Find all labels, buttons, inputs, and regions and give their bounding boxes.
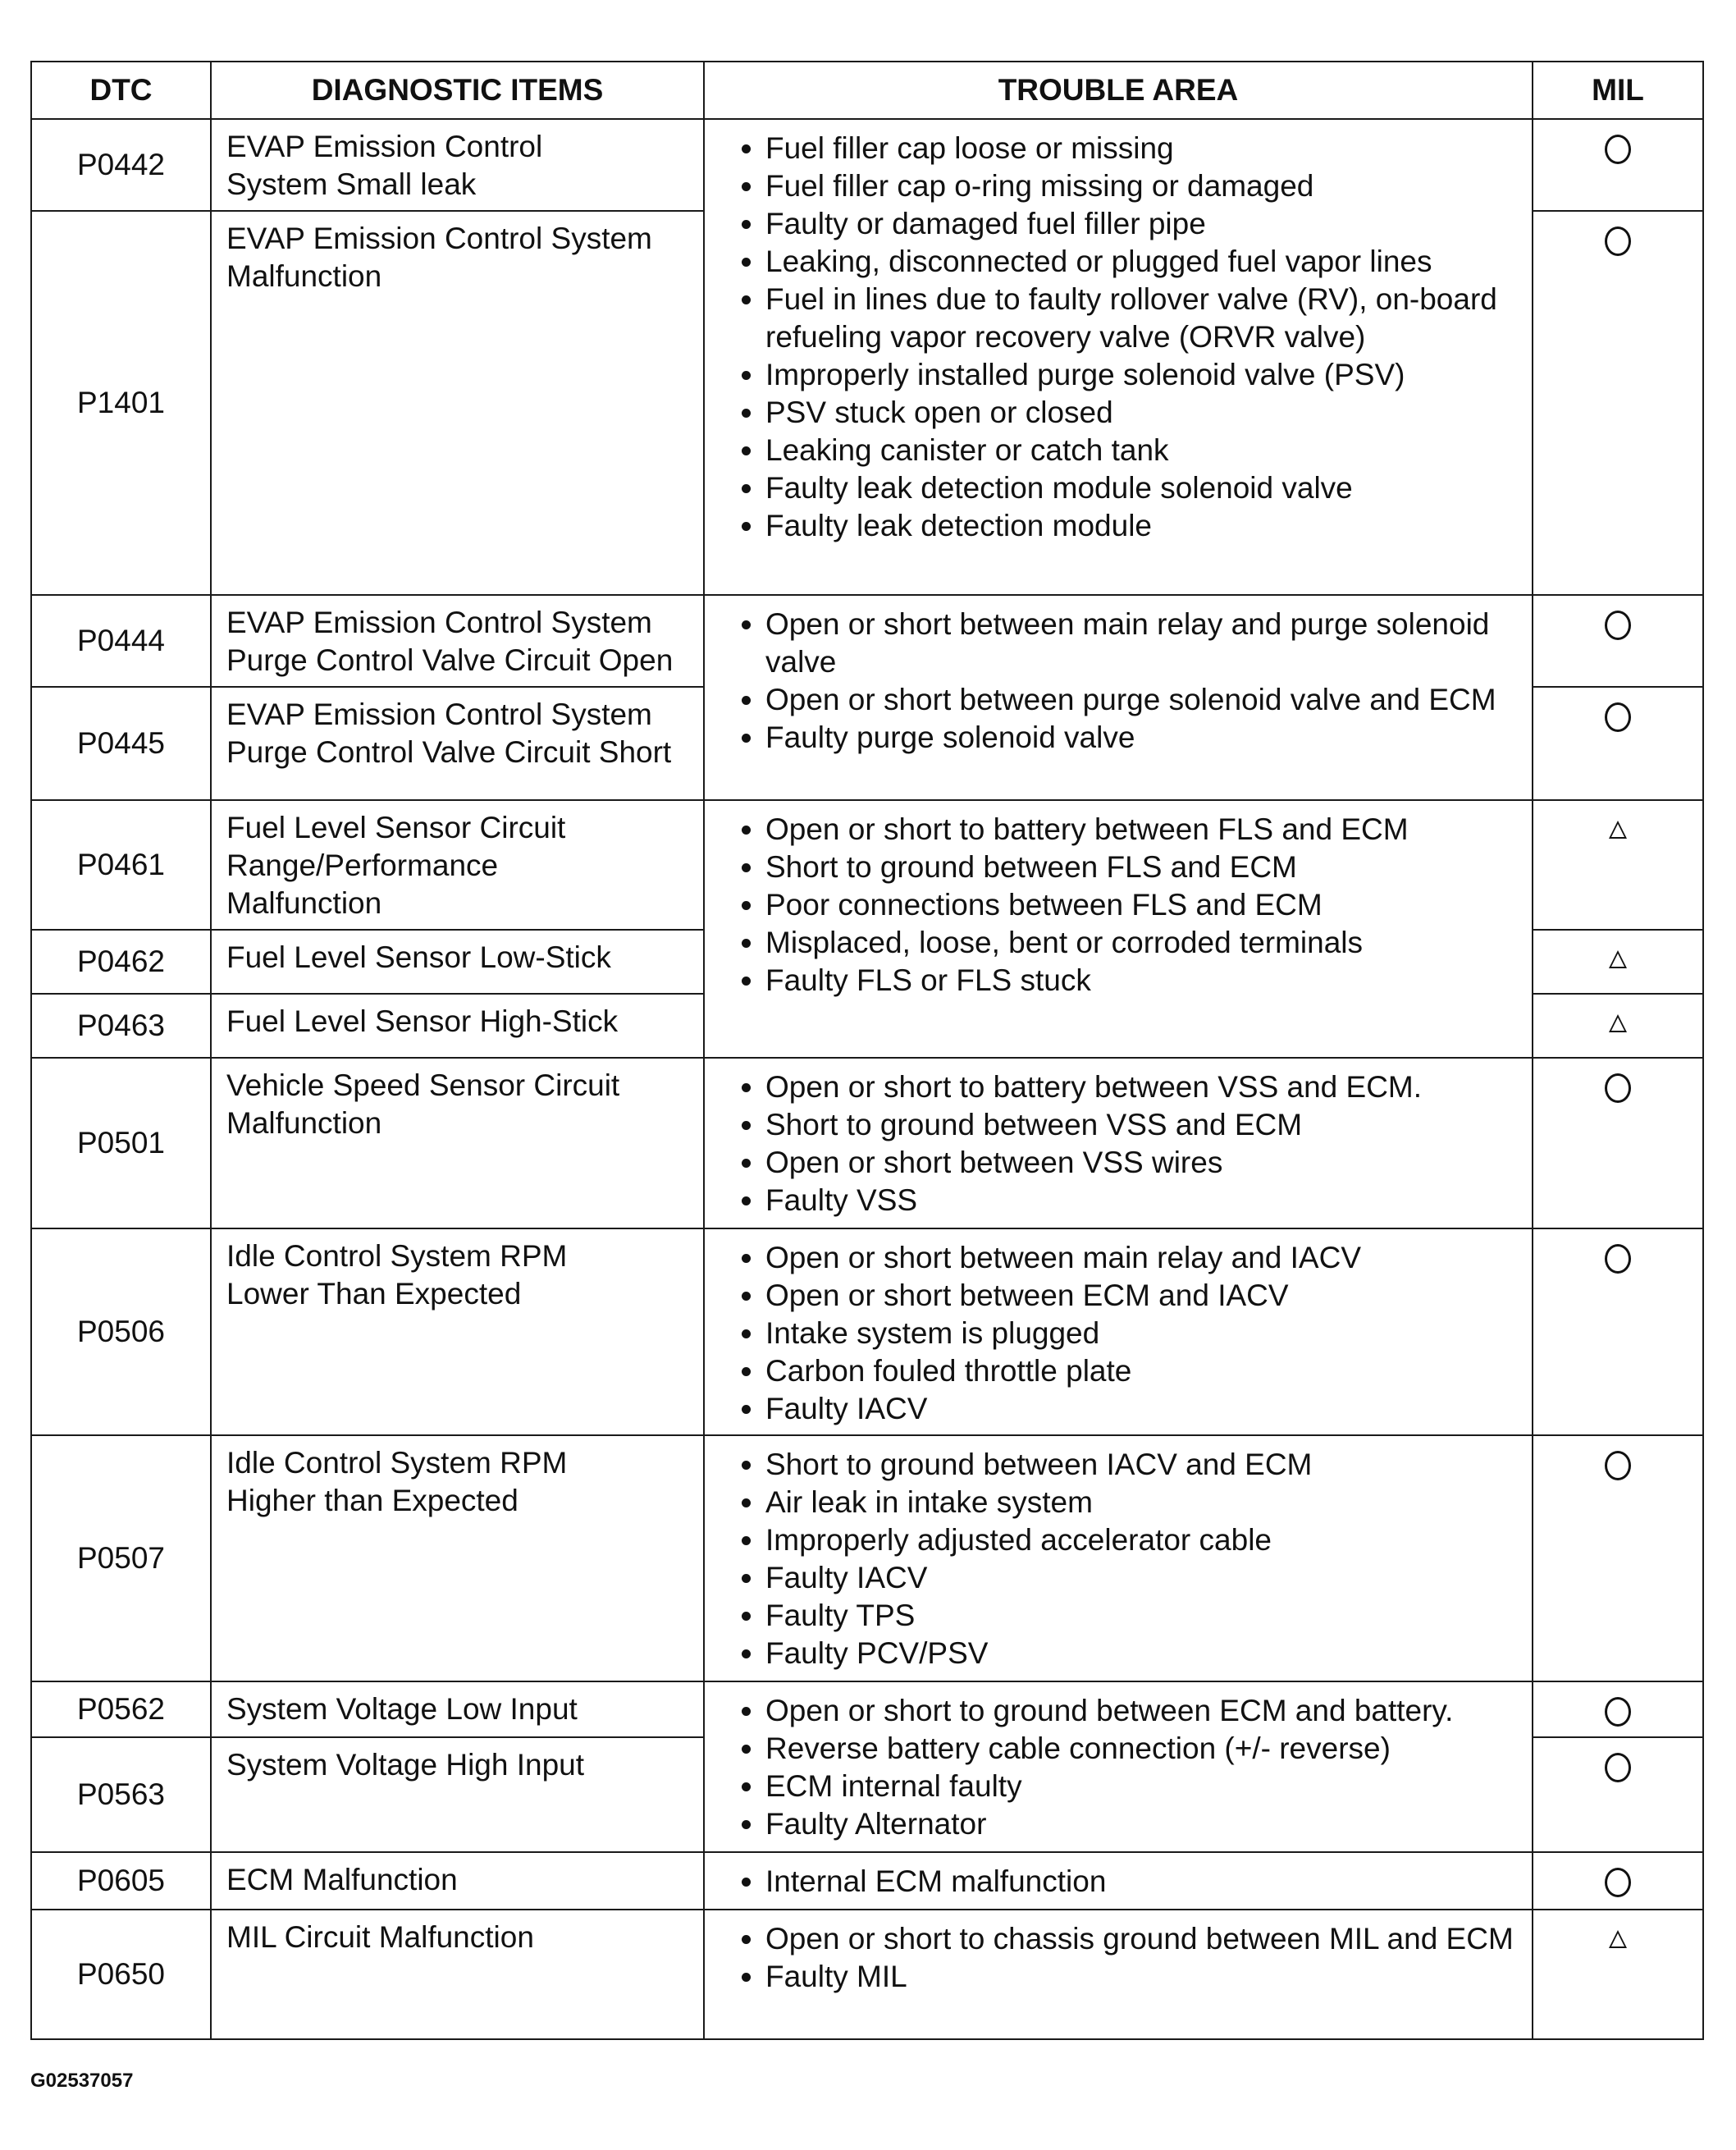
diagnostic-item-line: Purge Control Valve Circuit Open: [226, 643, 674, 677]
trouble-list: [729, 606, 1525, 757]
circle-icon: [1605, 702, 1631, 732]
diagnostic-item: [211, 800, 704, 930]
diagnostic-item-line: EVAP Emission Control System: [226, 698, 652, 731]
dtc-code: P0507: [31, 1435, 211, 1681]
trouble-item: • Air leak in intake system: [765, 1484, 1525, 1521]
mil-indicator: [1533, 119, 1703, 211]
circle-icon: [1605, 1073, 1631, 1103]
trouble-item: • Fuel filler cap loose or missing: [765, 130, 1525, 167]
trouble-item: • Internal ECM malfunction: [765, 1863, 1525, 1901]
table-row: [31, 119, 1703, 211]
trouble-item: • Faulty FLS or FLS stuck: [765, 962, 1525, 1000]
table-row: [31, 595, 1703, 687]
trouble-list: [729, 130, 1525, 545]
trouble-item: • Faulty MIL: [765, 1958, 1525, 1996]
diagnostic-item-line: EVAP Emission Control: [226, 130, 543, 163]
circle-icon: [1605, 1697, 1631, 1727]
trouble-item: • Fuel in lines due to faulty rollover valve (RV), on-board refueling vapor recovery valve (ORVR valve): [765, 281, 1525, 356]
trouble-item: • Faulty Alternator: [765, 1805, 1525, 1843]
trouble-list: [729, 1239, 1525, 1428]
dtc-code: P0444: [31, 595, 211, 687]
trouble-area: [704, 119, 1533, 595]
triangle-icon: [1609, 821, 1627, 839]
dtc-code: P0650: [31, 1910, 211, 2039]
table-row: [31, 1852, 1703, 1910]
mil-indicator: [1533, 211, 1703, 595]
trouble-item: • Faulty or damaged fuel filler pipe: [765, 205, 1525, 243]
diagnostic-item-line: Lower Than Expected: [226, 1277, 522, 1311]
diagnostic-item: [211, 1852, 704, 1910]
header-row: [31, 62, 1703, 119]
diagnostic-item: [211, 1737, 704, 1852]
trouble-item: • Faulty VSS: [765, 1182, 1525, 1219]
table-row: [31, 1910, 1703, 2039]
trouble-area: [704, 1910, 1533, 2039]
trouble-item: • Poor connections between FLS and ECM: [765, 886, 1525, 924]
mil-indicator: [1533, 994, 1703, 1058]
trouble-list: [729, 1446, 1525, 1672]
mil-indicator: [1533, 930, 1703, 994]
trouble-item: • ECM internal faulty: [765, 1768, 1525, 1805]
circle-icon: [1605, 135, 1631, 164]
mil-indicator: [1533, 687, 1703, 800]
table-row: [31, 1228, 1703, 1435]
diagnostic-item-line: Malfunction: [226, 886, 382, 920]
trouble-item: • Intake system is plugged: [765, 1315, 1525, 1352]
diagnostic-item-line: Idle Control System RPM: [226, 1239, 568, 1273]
trouble-list: [729, 1920, 1525, 1996]
trouble-area: [704, 800, 1533, 1058]
dtc-code: P0463: [31, 994, 211, 1058]
diagnostic-item: [211, 1228, 704, 1435]
figure-code: G02537057: [30, 2070, 134, 2092]
diagnostic-item-line: Malfunction: [226, 1106, 382, 1140]
mil-indicator: [1533, 1228, 1703, 1435]
trouble-item: • Short to ground between FLS and ECM: [765, 849, 1525, 886]
dtc-code: P0563: [31, 1737, 211, 1852]
circle-icon: [1605, 1451, 1631, 1480]
mil-indicator: [1533, 1435, 1703, 1681]
trouble-item: • Leaking, disconnected or plugged fuel vapor lines: [765, 243, 1525, 281]
trouble-item: • Short to ground between VSS and ECM: [765, 1106, 1525, 1144]
trouble-area: [704, 1435, 1533, 1681]
diagnostic-item: [211, 211, 704, 595]
trouble-item: • Short to ground between IACV and ECM: [765, 1446, 1525, 1484]
circle-icon: [1605, 611, 1631, 640]
trouble-item: • Improperly adjusted accelerator cable: [765, 1521, 1525, 1559]
trouble-list: [729, 811, 1525, 1000]
trouble-item: • Open or short to ground between ECM and battery.: [765, 1692, 1525, 1730]
diagnostic-item-line: System Voltage High Input: [226, 1748, 585, 1782]
diagnostic-item-line: System Voltage Low Input: [226, 1692, 578, 1726]
mil-indicator: [1533, 800, 1703, 930]
trouble-item: • Misplaced, loose, bent or corroded terminals: [765, 924, 1525, 962]
header-trouble-area: TROUBLE AREA: [704, 62, 1533, 119]
trouble-item: • Open or short between main relay and IACV: [765, 1239, 1525, 1277]
mil-indicator: [1533, 1852, 1703, 1910]
trouble-area: [704, 1228, 1533, 1435]
table-row: [31, 1058, 1703, 1228]
trouble-item: • Improperly installed purge solenoid valve (PSV): [765, 356, 1525, 394]
mil-indicator: [1533, 1058, 1703, 1228]
diagnostic-item-line: EVAP Emission Control System: [226, 606, 652, 639]
diagnostic-item: [211, 1681, 704, 1737]
trouble-item: • PSV stuck open or closed: [765, 394, 1525, 432]
mil-indicator: [1533, 595, 1703, 687]
trouble-item: • Faulty IACV: [765, 1390, 1525, 1428]
trouble-item: • Faulty IACV: [765, 1559, 1525, 1597]
mil-indicator: [1533, 1910, 1703, 2039]
dtc-code: P1401: [31, 211, 211, 595]
diagnostic-item-line: System Small leak: [226, 167, 477, 201]
trouble-item: • Faulty purge solenoid valve: [765, 719, 1525, 757]
trouble-item: • Open or short between purge solenoid valve and ECM: [765, 681, 1525, 719]
trouble-item: • Carbon fouled throttle plate: [765, 1352, 1525, 1390]
trouble-item: • Leaking canister or catch tank: [765, 432, 1525, 469]
header-dtc: DTC: [31, 62, 211, 119]
dtc-table-sheet: [30, 61, 1702, 2040]
dtc-code: P0461: [31, 800, 211, 930]
circle-icon: [1605, 226, 1631, 256]
table-body: [31, 119, 1703, 2039]
dtc-code: P0501: [31, 1058, 211, 1228]
trouble-area: [704, 1058, 1533, 1228]
table-row: [31, 1435, 1703, 1681]
dtc-code: P0605: [31, 1852, 211, 1910]
diagnostic-item: [211, 119, 704, 211]
triangle-icon: [1609, 1014, 1627, 1032]
triangle-icon: [1609, 1930, 1627, 1948]
table-row: [31, 800, 1703, 930]
trouble-item: • Faulty PCV/PSV: [765, 1635, 1525, 1672]
diagnostic-item-line: EVAP Emission Control System: [226, 222, 652, 255]
diagnostic-item: [211, 1910, 704, 2039]
diagnostic-item-line: Idle Control System RPM: [226, 1446, 568, 1480]
trouble-item: • Open or short between VSS wires: [765, 1144, 1525, 1182]
dtc-code: P0506: [31, 1228, 211, 1435]
circle-icon: [1605, 1244, 1631, 1274]
diagnostic-item-line: Range/Performance: [226, 849, 499, 882]
trouble-list: [729, 1863, 1525, 1901]
diagnostic-item: [211, 1058, 704, 1228]
table-row: [31, 1681, 1703, 1737]
diagnostic-item: [211, 687, 704, 800]
diagnostic-item: [211, 994, 704, 1058]
diagnostic-item-line: ECM Malfunction: [226, 1863, 458, 1896]
trouble-item: • Open or short between ECM and IACV: [765, 1277, 1525, 1315]
mil-indicator: [1533, 1737, 1703, 1852]
trouble-item: • Fuel filler cap o-ring missing or damaged: [765, 167, 1525, 205]
diagnostic-item: [211, 1435, 704, 1681]
diagnostic-item-line: Higher than Expected: [226, 1484, 519, 1517]
trouble-item: • Faulty leak detection module solenoid valve: [765, 469, 1525, 507]
trouble-item: • Open or short to battery between FLS and ECM: [765, 811, 1525, 849]
diagnostic-item-line: Malfunction: [226, 259, 382, 293]
diagnostic-item: [211, 930, 704, 994]
trouble-item: • Reverse battery cable connection (+/- reverse): [765, 1730, 1525, 1768]
diagnostic-item-line: Fuel Level Sensor Circuit: [226, 811, 566, 844]
dtc-code: P0445: [31, 687, 211, 800]
diagnostic-item-line: Fuel Level Sensor High-Stick: [226, 1004, 619, 1038]
trouble-item: • Open or short to battery between VSS and ECM.: [765, 1068, 1525, 1106]
trouble-item: • Faulty leak detection module: [765, 507, 1525, 545]
dtc-code: P0442: [31, 119, 211, 211]
dtc-code: P0462: [31, 930, 211, 994]
trouble-area: [704, 595, 1533, 800]
trouble-area: [704, 1681, 1533, 1852]
diagnostic-item-line: MIL Circuit Malfunction: [226, 1920, 534, 1954]
trouble-item: • Open or short to chassis ground between MIL and ECM: [765, 1920, 1525, 1958]
trouble-list: [729, 1068, 1525, 1219]
diagnostic-item-line: Purge Control Valve Circuit Short: [226, 735, 672, 769]
header-mil: MIL: [1533, 62, 1703, 119]
trouble-item: • Open or short between main relay and purge solenoid valve: [765, 606, 1525, 681]
trouble-area: [704, 1852, 1533, 1910]
mil-indicator: [1533, 1681, 1703, 1737]
diagnostic-item-line: Vehicle Speed Sensor Circuit: [226, 1068, 620, 1102]
trouble-list: [729, 1692, 1525, 1843]
dtc-code: P0562: [31, 1681, 211, 1737]
dtc-table: [30, 61, 1704, 2040]
trouble-item: • Faulty TPS: [765, 1597, 1525, 1635]
diagnostic-item: [211, 595, 704, 687]
circle-icon: [1605, 1753, 1631, 1782]
triangle-icon: [1609, 950, 1627, 968]
header-diagnostic-items: DIAGNOSTIC ITEMS: [211, 62, 704, 119]
diagnostic-item-line: Fuel Level Sensor Low-Stick: [226, 940, 611, 974]
circle-icon: [1605, 1868, 1631, 1897]
